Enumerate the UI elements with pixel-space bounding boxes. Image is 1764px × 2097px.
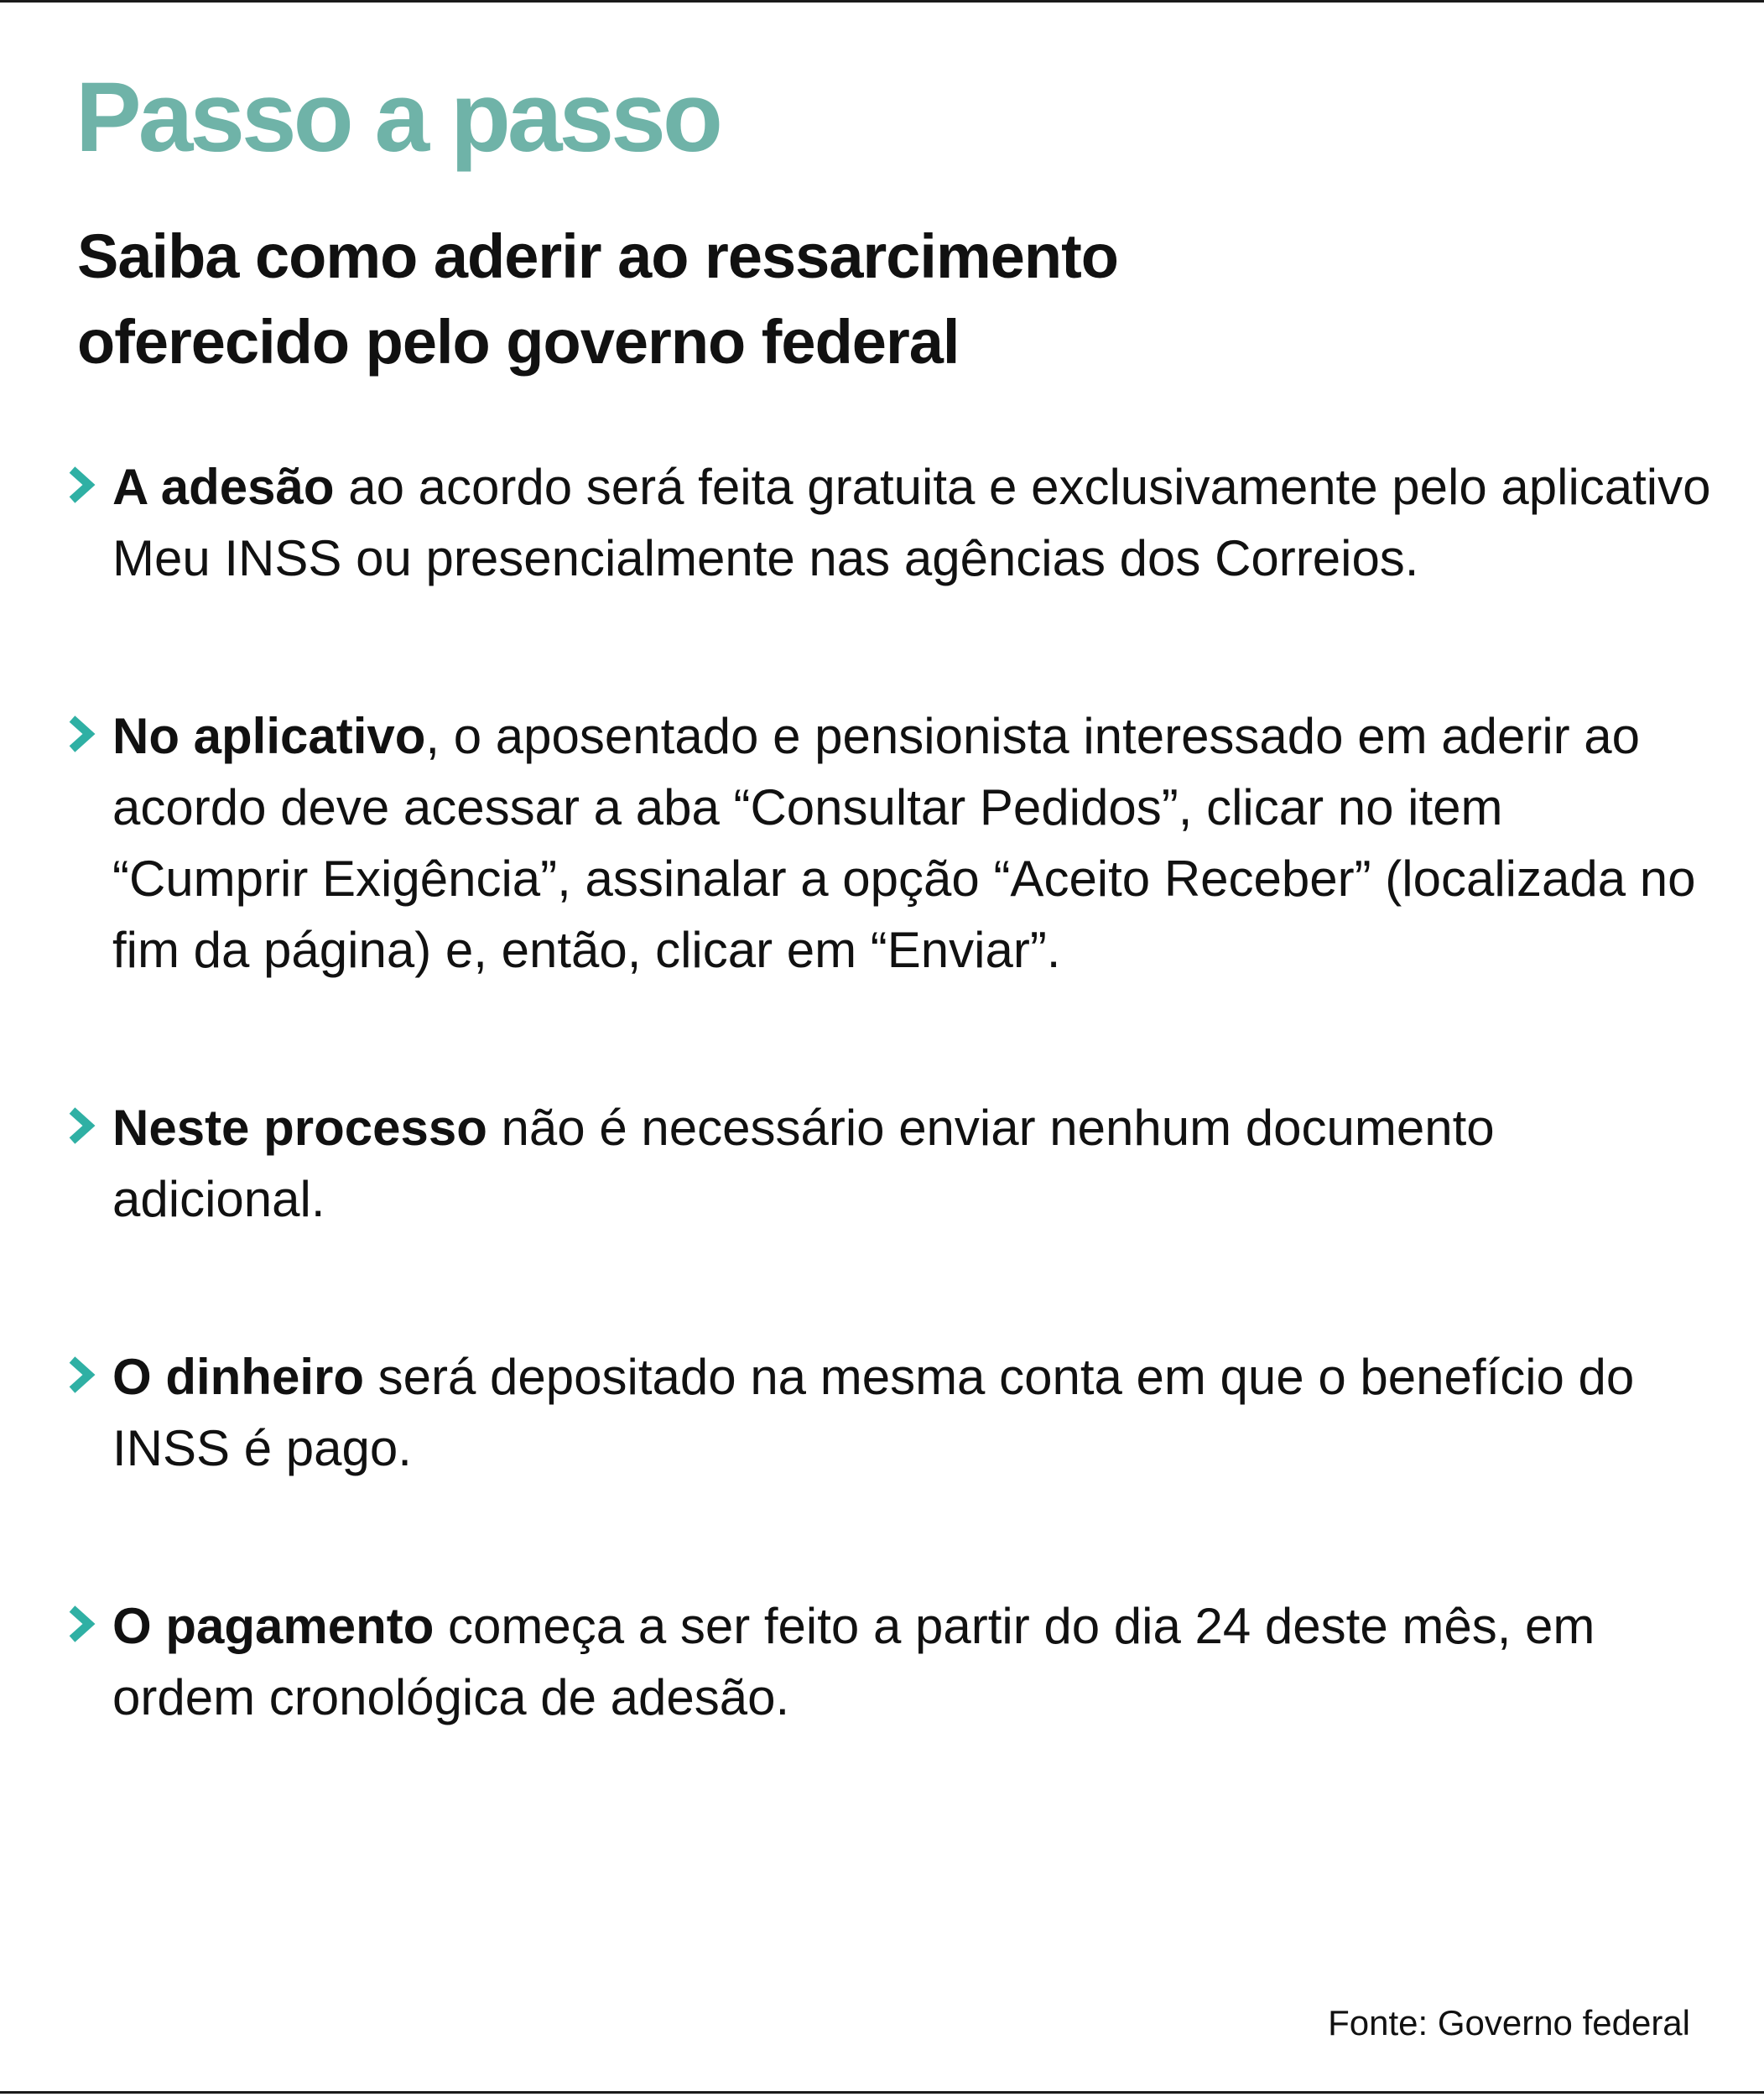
- step-item: [67, 700, 1711, 986]
- step-lead: Neste processo: [112, 1100, 487, 1156]
- source-credit: Fonte: Governo federal: [1328, 2003, 1690, 2042]
- step-text: , o aposentado e pensionista interessado em aderir ao acordo deve acessar a aba “Consultar Pedidos”, clicar no item “Cumprir Exigência”, assinalar a opção “Aceito Receber” (localizada no fim da página) e, então, clicar em “Enviar”.: [112, 708, 1696, 978]
- chevron-right-icon: [67, 1605, 96, 1642]
- chevron-right-icon: [67, 1107, 96, 1144]
- step-text: ao acordo será feita gratuita e exclusivamente pelo aplicativo Meu INSS ou presencialmente nas agências dos Correios.: [112, 459, 1711, 586]
- step-text: será depositado na mesma conta em que o benefício do INSS é pago.: [112, 1349, 1635, 1476]
- step-text: começa a ser feito a partir do dia 24 deste mês, em ordem cronológica de adesão.: [112, 1598, 1595, 1725]
- steps-list: [67, 451, 1711, 1733]
- chevron-right-icon: [67, 1356, 96, 1393]
- bottom-divider: [0, 2091, 1764, 2094]
- step-lead: A adesão: [112, 459, 335, 515]
- step-item: [67, 1590, 1711, 1733]
- chevron-right-icon: [67, 715, 96, 752]
- top-divider: [0, 0, 1764, 3]
- chevron-right-icon: [67, 466, 96, 503]
- step-lead: No aplicativo: [112, 708, 426, 764]
- page-subtitle: Saiba como aderir ao ressarcimento oferecido pelo governo federal: [77, 221, 1118, 377]
- step-lead: O pagamento: [112, 1598, 434, 1654]
- step-lead: O dinheiro: [112, 1349, 364, 1405]
- step-item: [67, 1341, 1711, 1484]
- step-text: não é necessário enviar nenhum documento adicional.: [112, 1100, 1495, 1227]
- step-item: [67, 1092, 1711, 1235]
- step-item: [67, 451, 1711, 594]
- page-title: Passo a passo: [75, 62, 720, 173]
